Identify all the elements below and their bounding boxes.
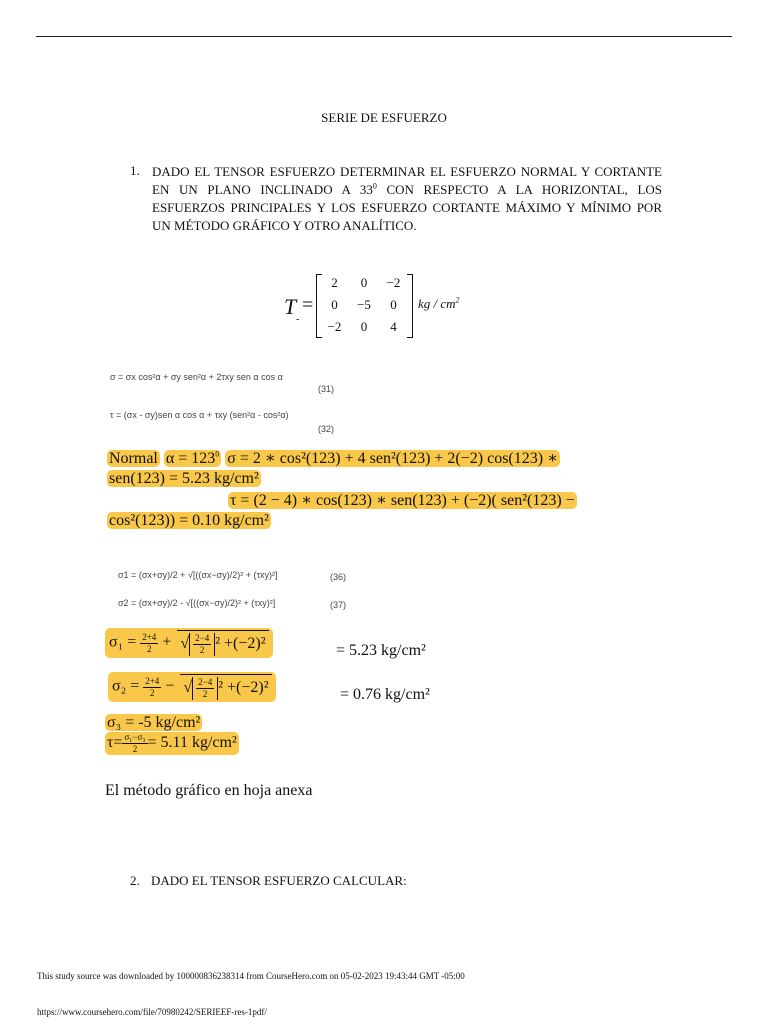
tensor-unit: kg / $cm^2$ — [418, 295, 460, 311]
tau-equation: τ = (2 − 4) ∗ cos(123) ∗ sen(123) + (−2)( sen²(123) − — [230, 492, 575, 509]
sigma2-formula-ref: (37) — [330, 600, 347, 610]
download-notice: This study source was downloaded by 100000836238314 from CourseHero.com on 05-02-2023 19:43:44 GMT -05:00 — [37, 971, 465, 981]
tensor-symbol: T — [284, 294, 297, 319]
sigma2-formula: σ2 = (σx+σy)/2 - √[((σx−σy)/2)² + (τxy)²] — [118, 598, 276, 608]
tensor-row: 2 0 −2 — [331, 275, 401, 290]
sigma-result: sen(123) = 5.23 kg/cm² — [109, 470, 259, 487]
sigma-formula: σ = σx cos²α + σy sen²α + 2τxy sen α cos α — [110, 372, 283, 382]
normal-stress-line — [107, 448, 667, 468]
graphic-method-note: El método gráfico en hoja anexa — [105, 782, 313, 799]
tensor-row: −2 0 4 — [327, 319, 397, 334]
sigma1-equation: σ₁ = $\frac{2+4}{2}$ + √ $\frac{2-4}{2}$ ² +(−2)² — [105, 628, 273, 658]
tau-result: cos²(123)) = 0.10 kg/cm² — [109, 512, 269, 529]
question-2-number: 2. — [130, 873, 140, 888]
max-shear-line: τ= $\frac{\text{σ₁−σ₃}}{2}$ = 5.11 kg/cm² — [107, 732, 237, 754]
question-2 — [130, 873, 407, 889]
question-2-text: DADO EL TENSOR ESFUERZO CALCULAR: — [151, 873, 407, 888]
question-1-number: 1. — [130, 163, 140, 178]
alpha-value: $\alpha = 123^0$ — [165, 449, 220, 467]
sigma1-result: = 5.23 kg/cm² — [336, 642, 426, 659]
sigma-formula-ref: (31) — [318, 384, 335, 394]
normal-label: Normal — [109, 450, 158, 467]
tau-formula: τ = (σx - σy)sen α cos α + τxy (sen²α - cos²α) — [110, 410, 289, 420]
question-1-text: DADO EL TENSOR ESFUERZO DETERMINAR EL ESFUERZO NORMAL Y CORTANTE EN UN PLANO INCLINADO A $33^0$ CON RESPECTO A LA HORIZONTAL, LOS ESFUERZOS PRINCIPALES Y LOS ESFUERZO CORTANTE MÁXIMO Y MÍNIMO POR UN MÉTODO GRÁFICO Y OTRO ANALÍTICO. — [152, 164, 663, 233]
sigma2-result: = 0.76 kg/cm² — [340, 686, 430, 703]
stress-tensor — [284, 270, 484, 340]
tensor-underbar: - — [296, 314, 300, 325]
top-rule — [36, 36, 732, 37]
right-bracket — [407, 274, 413, 338]
sigma1-formula-ref: (36) — [330, 572, 347, 582]
tensor-equals: = — [302, 294, 314, 316]
sigma-equation: σ = 2 ∗ cos²(123) + 4 sen²(123) + 2(−2) cos(123) ∗ — [227, 450, 558, 467]
page-title: SERIE DE ESFUERZO — [321, 110, 447, 125]
sigma1-formula: σ1 = (σx+σy)/2 + √[((σx−σy)/2)² + (τxy)²] — [118, 570, 278, 580]
tau-formula-ref: (32) — [318, 424, 335, 434]
sigma3-line: σ₃ = -5 kg/cm² — [107, 714, 201, 731]
source-url-link[interactable]: https://www.coursehero.com/file/70980242/SERIEEF-res-1pdf/ — [37, 1007, 267, 1017]
tensor-row: 0 −5 0 — [331, 297, 397, 312]
sigma2-equation: σ₂ = $\frac{2+4}{2}$ − √ $\frac{2-4}{2}$ ² +(−2)² — [108, 672, 276, 702]
